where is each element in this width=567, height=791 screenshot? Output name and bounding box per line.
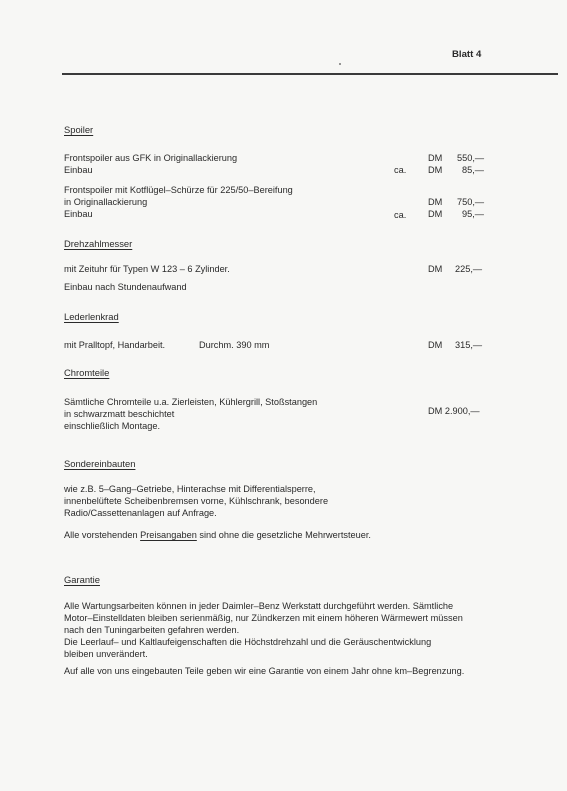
spoiler-item2-currency2: DM xyxy=(428,209,443,219)
drehzahlmesser-currency: DM xyxy=(428,264,443,274)
garantie-line6: Auf alle von uns eingebauten Teile geben wir eine Garantie von einem Jahr ohne km–Begrenzung. xyxy=(64,666,465,676)
section-title-spoiler: Spoiler xyxy=(64,124,94,135)
section-title-chromteile: Chromteile xyxy=(64,367,110,378)
price-note-post: sind ohne die gesetzliche Mehrwertsteuer. xyxy=(196,530,371,540)
sondereinbauten-line3: Radio/Cassettenanlagen auf Anfrage. xyxy=(64,508,217,518)
garantie-line2: Motor–Einstelldaten bleiben serienmäßig, nur Zündkerzen mit einem höheren Wärmewert müssen xyxy=(64,613,463,623)
sondereinbauten-line1: wie z.B. 5–Gang–Getriebe, Hinterachse mit Differentialsperre, xyxy=(64,484,316,494)
garantie-line1: Alle Wartungsarbeiten können in jeder Daimler–Benz Werkstatt durchgeführt werden. Sämtliche xyxy=(64,601,454,611)
drehzahlmesser-line1: mit Zeituhr für Typen W 123 – 6 Zylinder. xyxy=(64,264,230,274)
spoiler-item1-line2: Einbau xyxy=(64,165,93,175)
lederlenkrad-price: 315,— xyxy=(455,340,483,350)
lederlenkrad-diameter: Durchm. 390 mm xyxy=(199,340,270,350)
spoiler-item1-price1: 550,— xyxy=(457,153,485,163)
sondereinbauten-line2: innenbelüftete Scheibenbremsen vorne, Kühlschrank, besondere xyxy=(64,496,329,506)
spoiler-item2-line1: Frontspoiler mit Kotflügel–Schürze für 225/50–Bereifung xyxy=(64,185,293,195)
spoiler-item1-price2: 85,— xyxy=(462,165,484,175)
garantie-line3: nach den Tuningarbeiten gefahren werden. xyxy=(64,625,240,635)
price-note-pre: Alle vorstehenden xyxy=(64,530,141,540)
section-title-drehzahlmesser: Drehzahlmesser xyxy=(64,238,133,249)
chromteile-line2: in schwarzmatt beschichtet xyxy=(64,409,175,419)
spoiler-item2-currency1: DM xyxy=(428,197,443,207)
section-title-lederlenkrad: Lederlenkrad xyxy=(64,311,119,322)
lederlenkrad-line1: mit Pralltopf, Handarbeit. xyxy=(64,340,166,350)
page-speck xyxy=(339,63,341,65)
chromteile-line3: einschließlich Montage. xyxy=(64,421,161,431)
garantie-line5: bleiben unverändert. xyxy=(64,649,148,659)
spoiler-item1-currency1: DM xyxy=(428,153,443,163)
header-rule xyxy=(62,73,558,75)
price-note xyxy=(64,529,371,541)
section-title-garantie: Garantie xyxy=(64,574,100,585)
spoiler-item1-currency2: DM xyxy=(428,165,443,175)
spoiler-item2-price2: 95,— xyxy=(462,209,484,219)
lederlenkrad-currency: DM xyxy=(428,340,443,350)
garantie-line4: Die Leerlauf– und Kaltlaufeigenschaften die Höchstdrehzahl und die Geräuschentwicklung xyxy=(64,637,432,647)
spoiler-item2-price1: 750,— xyxy=(457,197,485,207)
spoiler-item2-line3: Einbau xyxy=(64,209,93,219)
drehzahlmesser-price: 225,— xyxy=(455,264,483,274)
price-note-link: Preisangaben xyxy=(140,530,197,540)
section-title-sondereinbauten: Sondereinbauten xyxy=(64,458,136,469)
chromteile-price: DM 2.900,— xyxy=(428,406,480,416)
sheet-number: Blatt 4 xyxy=(452,49,482,60)
chromteile-line1: Sämtliche Chromteile u.a. Zierleisten, Kühlergrill, Stoßstangen xyxy=(64,397,318,407)
spoiler-item2-ca: ca. xyxy=(394,210,407,220)
spoiler-item2-line2: in Originallackierung xyxy=(64,197,148,207)
drehzahlmesser-line2: Einbau nach Stundenaufwand xyxy=(64,282,187,292)
spoiler-item1-line1: Frontspoiler aus GFK in Originallackierung xyxy=(64,153,238,163)
spoiler-item1-ca: ca. xyxy=(394,165,407,175)
